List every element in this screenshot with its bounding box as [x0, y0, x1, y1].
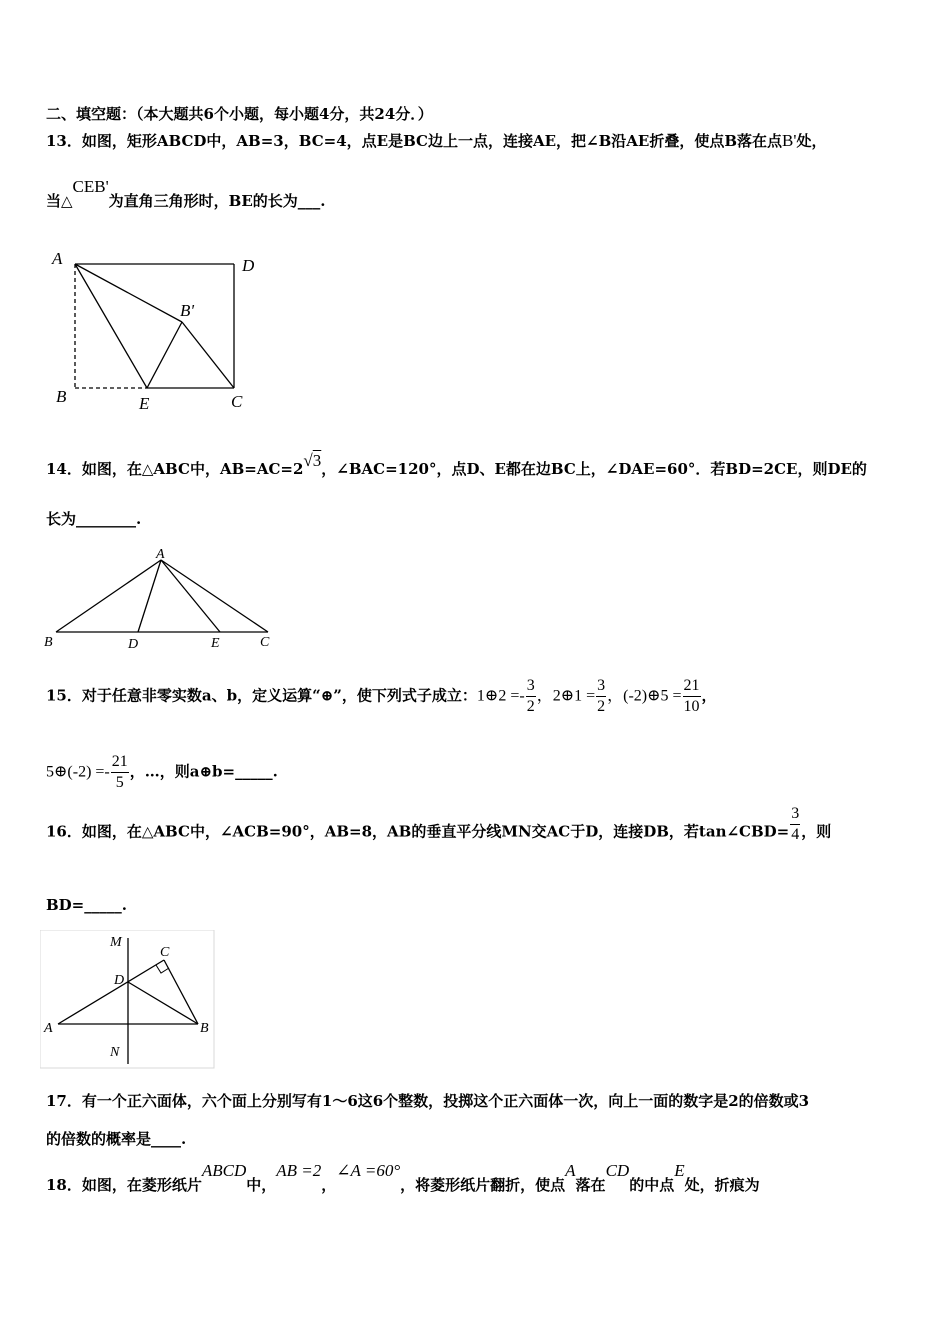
q14-sqrt-radicand: 3 — [312, 451, 322, 470]
fig16-label-a: A — [44, 1021, 53, 1036]
q13-line2-start: 当△ — [46, 192, 73, 210]
fig13-label-c: C — [231, 392, 243, 411]
q18-text-1: 中， — [246, 1176, 277, 1194]
q15-frac1: $\frac{3}{2}$ — [526, 677, 535, 715]
fig13-label-a: A — [52, 249, 63, 268]
q16-line2: BD=_____. — [46, 896, 127, 914]
q14-text-end: ，∠BAC=120°，点D、E都在边BC上，∠DAE=60°．若BD=2CE，则DE的 — [321, 460, 867, 478]
fig14-label-d: D — [128, 637, 139, 652]
q18-text-3: ，将菱形纸片翻折，使点 — [400, 1176, 566, 1194]
q16-line1 — [46, 805, 832, 853]
q18-text-6: 处，折痕为 — [684, 1176, 760, 1194]
fig13-label-d: D — [242, 256, 255, 275]
q13-text-end: 处， — [796, 132, 827, 150]
q15-line2-end: ，…，则a⊕b=_____. — [129, 762, 278, 781]
figure-14 — [40, 544, 280, 654]
q13-line1 — [46, 130, 826, 151]
q15-line1 — [46, 676, 717, 717]
q18-math-e: E — [674, 1161, 685, 1180]
q13-line2-end: 为直角三角形时，BE的长为___. — [108, 192, 326, 210]
q13-triangle-ceb: CEB' — [72, 177, 109, 196]
fig16-label-n: N — [110, 1045, 120, 1060]
figure-16 — [40, 930, 215, 1070]
fig13-label-b: B — [56, 387, 67, 406]
fig14-label-a: A — [156, 547, 165, 562]
q15-frac3: $\frac{21}{10}$ — [683, 677, 700, 715]
q15-comma: ， — [701, 686, 717, 705]
q15-frac4: $\frac{21}{5}$ — [111, 753, 128, 791]
fig13-label-e: E — [139, 394, 150, 413]
q18-text-2: ， — [321, 1176, 337, 1194]
fig16-label-b: B — [200, 1021, 209, 1036]
q15-line2 — [46, 752, 278, 793]
fig14-label-b: B — [44, 635, 53, 650]
q15-expr2: ，2⊕1 = — [536, 687, 596, 705]
fig14-label-e: E — [211, 636, 220, 651]
q18-text-5: 的中点 — [629, 1176, 675, 1194]
section-heading: 二、填空题：（本大题共6个小题，每小题4分，共24分．） — [46, 105, 433, 123]
q15-expr1: 1⊕2 =- — [476, 687, 525, 705]
q16-frac: $\frac{3}{4}$ — [791, 805, 800, 843]
fig16-label-m: M — [110, 935, 122, 950]
q15-text: 15．对于任意非零实数a、b，定义运算“⊕”，使下列式子成立： — [46, 686, 477, 705]
q13-line2 — [46, 177, 326, 211]
q14-text: 14．如图，在△ABC中，AB=AC=2 — [46, 460, 304, 478]
figure-13 — [44, 244, 274, 416]
q17-line2: 的倍数的概率是____. — [46, 1130, 187, 1148]
q17-line1: 17．有一个正六面体，六个面上分别写有1～6这6个整数，投掷这个正六面体一次，向上一面的数字是2的倍数或3 — [46, 1092, 810, 1110]
q14-line1 — [46, 451, 867, 479]
fig16-label-c: C — [160, 945, 170, 960]
q14-sqrt: √3 — [303, 451, 322, 470]
q18-text-4: 落在 — [575, 1176, 606, 1194]
q15-expr4: 5⊕(-2) =- — [46, 763, 110, 781]
q18-math-angle: ∠A =60° — [336, 1161, 401, 1180]
q18-math-a: A — [565, 1161, 576, 1180]
q18-math-abcd: ABCD — [201, 1161, 247, 1180]
q13-text: 13．如图，矩形ABCD中，AB=3，BC=4，点E是BC边上一点，连接AE，把∠B沿AE折叠，使点B落在点 — [46, 132, 783, 150]
q14-line2: 长为________. — [46, 510, 142, 528]
q13-point-b-prime: B' — [782, 131, 797, 150]
q18-math-cd: CD — [605, 1161, 630, 1180]
fig16-label-d: D — [114, 973, 125, 988]
fig14-label-c: C — [260, 635, 270, 650]
q18-line — [46, 1161, 760, 1195]
q16-text: 16．如图，在△ABC中，∠ACB=90°，AB=8，AB的垂直平分线MN交AC于D，连接DB，若tan∠CBD= — [46, 822, 790, 841]
q16-text-end: ，则 — [801, 822, 832, 841]
fig13-label-b-prime: B' — [180, 301, 195, 320]
q15-expr3: ，(-2)⊕5 = — [607, 687, 682, 705]
q15-frac2: $\frac{3}{2}$ — [597, 677, 606, 715]
q18-math-ab: AB =2 — [276, 1161, 322, 1180]
q18-text-start: 18．如图，在菱形纸片 — [46, 1176, 202, 1194]
